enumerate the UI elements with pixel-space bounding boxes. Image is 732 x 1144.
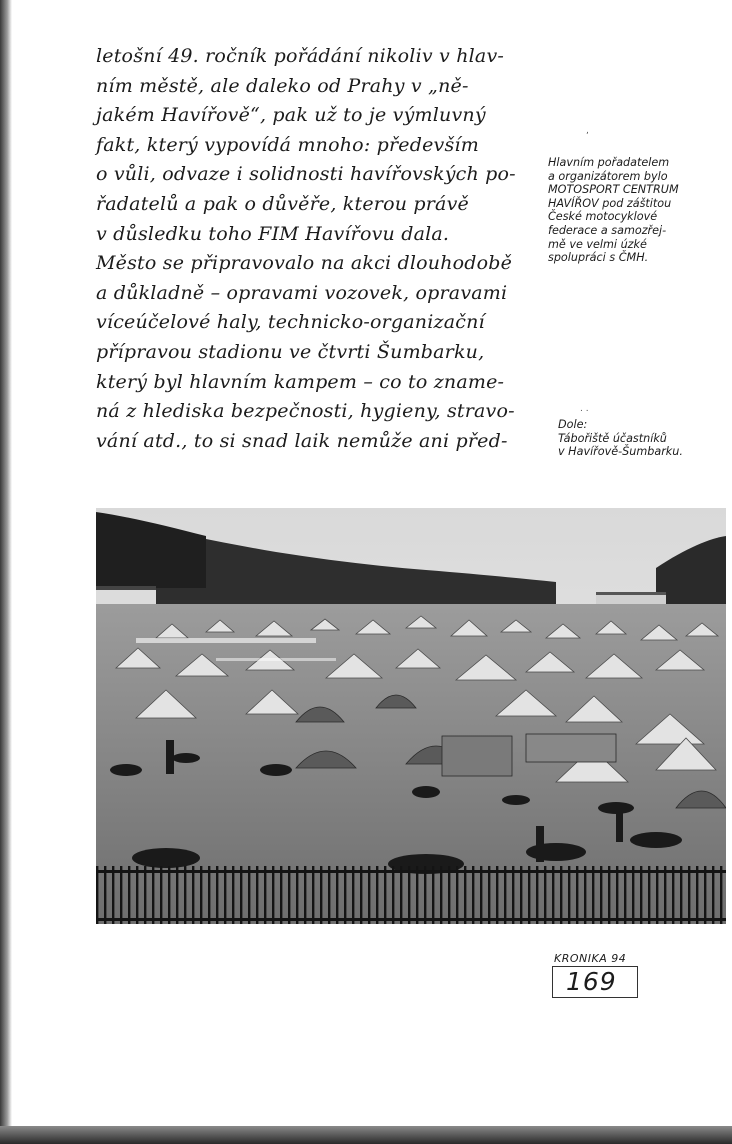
text-line: Tábořiště účastníků bbox=[558, 431, 667, 445]
pencil-mark: . . bbox=[580, 404, 589, 414]
text-line: přípravou stadionu ve čtvrti Šumbarku, bbox=[96, 340, 485, 363]
text-line: ná z hlediska bezpečnosti, hygieny, stravo- bbox=[96, 400, 515, 423]
text-line: a organizátorem bylo bbox=[548, 169, 668, 183]
text-line: v důsledku toho FIM Havířovu dala. bbox=[96, 222, 450, 245]
chronicle-label: KRONIKA 94 bbox=[554, 952, 627, 965]
text-line: který byl hlavním kampem – co to zname- bbox=[96, 370, 505, 393]
side-note-photo-caption bbox=[558, 418, 683, 459]
text-line: federace a samozřej- bbox=[548, 223, 667, 237]
text-line: Hlavním pořadatelem bbox=[548, 156, 670, 169]
text-line: HAVÍŘOV pod záštitou bbox=[548, 196, 672, 210]
side-note-organizer bbox=[548, 156, 679, 265]
text-line: řadatelů a pak o důvěře, kterou právě bbox=[96, 192, 469, 215]
text-line: mě ve velmi úzké bbox=[548, 237, 647, 251]
text-line: o vůli, odvaze i solidnosti havířovských po- bbox=[96, 163, 516, 186]
text-line: České motocyklové bbox=[548, 210, 658, 224]
text-line: fakt, který vypovídá mnoho: především bbox=[96, 133, 479, 156]
text-line: letošní 49. ročník pořádání nikoliv v hlav- bbox=[96, 45, 504, 67]
text-line: a důkladně – opravami vozovek, opravami bbox=[96, 281, 508, 304]
text-line: jakém Havířově“, pak už to je výmluvný bbox=[96, 104, 486, 127]
campsite-photo bbox=[96, 508, 726, 924]
chronicle-page-stamp bbox=[552, 952, 644, 1000]
scan-bottom-edge bbox=[0, 1126, 732, 1144]
text-line: Dole: bbox=[558, 418, 588, 431]
text-line: vání atd., to si snad laik nemůže ani před- bbox=[96, 429, 508, 452]
text-line: v Havířově-Šumbarku. bbox=[558, 445, 683, 459]
text-line: spolupráci s ČMH. bbox=[548, 251, 649, 265]
text-line: víceúčelové haly, technicko-organizační bbox=[96, 311, 485, 334]
text-line: ním městě, ale daleko od Prahy v „ně- bbox=[96, 74, 469, 97]
page-edge-shadow bbox=[0, 0, 12, 1144]
pencil-mark: , bbox=[586, 126, 589, 136]
page-number: 169 bbox=[566, 967, 617, 996]
main-text-block bbox=[96, 42, 546, 456]
text-line: MOTOSPORT CENTRUM bbox=[548, 183, 679, 197]
text-line: Město se připravovalo na akci dlouhodobě bbox=[96, 252, 513, 275]
